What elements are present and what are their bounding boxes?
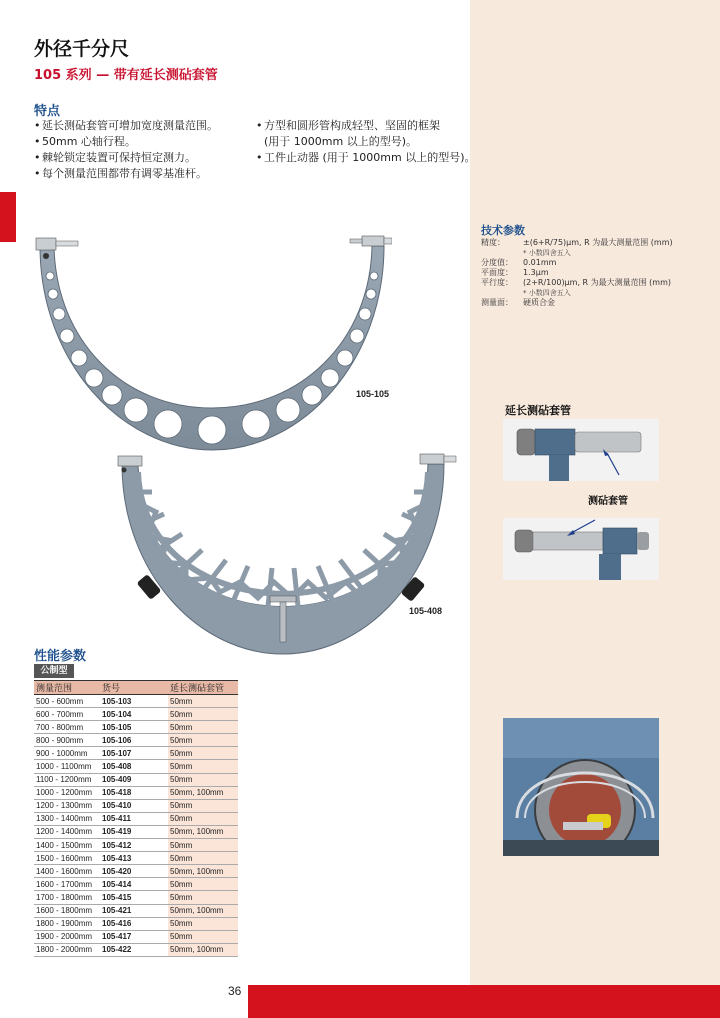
figure-label-105-408: 105-408 xyxy=(409,606,443,616)
collar-cell: 50mm xyxy=(168,747,238,760)
spec-value-cell xyxy=(523,258,673,268)
application-photo xyxy=(503,718,659,856)
table-row xyxy=(34,760,238,773)
spec-row xyxy=(481,278,673,298)
collar-cell: 50mm xyxy=(168,734,238,747)
collar-cell: 50mm xyxy=(168,721,238,734)
code-cell: 105-412 xyxy=(100,839,168,852)
spec-key: 精度： xyxy=(481,238,505,247)
range-cell: 1100 - 1200mm xyxy=(34,773,100,786)
feature-item: • 延长测砧套管可增加宽度测量范围。 xyxy=(34,118,218,134)
table-row xyxy=(34,734,238,747)
range-cell: 700 - 800mm xyxy=(34,721,100,734)
spec-row xyxy=(481,258,673,268)
table-row xyxy=(34,878,238,891)
spec-value-cell xyxy=(523,238,673,258)
section-tab-marker xyxy=(0,192,16,242)
range-cell: 1000 - 1100mm xyxy=(34,760,100,773)
range-cell: 1000 - 1200mm xyxy=(34,786,100,799)
table-row xyxy=(34,943,238,956)
micrometer-105-105-illustration xyxy=(32,232,392,462)
collar-cell: 50mm xyxy=(168,852,238,865)
table-row xyxy=(34,773,238,786)
column-header-range: 测量范围 xyxy=(34,681,100,695)
table-row xyxy=(34,852,238,865)
collar-cell: 50mm xyxy=(168,695,238,708)
table-row xyxy=(34,825,238,838)
spec-key: 平面度： xyxy=(481,268,513,277)
range-cell: 600 - 700mm xyxy=(34,708,100,721)
table-row xyxy=(34,695,238,708)
feature-item: • 每个测量范围都带有调零基准杆。 xyxy=(34,166,218,182)
collar-cell: 50mm, 100mm xyxy=(168,865,238,878)
range-cell: 1200 - 1400mm xyxy=(34,825,100,838)
column-header-collar: 延长测砧套管 xyxy=(168,681,238,695)
code-cell: 105-420 xyxy=(100,865,168,878)
range-cell: 1400 - 1600mm xyxy=(34,865,100,878)
performance-table-header xyxy=(34,681,238,695)
spec-value-cell xyxy=(523,268,673,278)
collar-cell: 50mm, 100mm xyxy=(168,825,238,838)
range-cell: 1500 - 1600mm xyxy=(34,852,100,865)
range-cell: 1800 - 1900mm xyxy=(34,917,100,930)
range-cell: 1300 - 1400mm xyxy=(34,812,100,825)
spec-value: 硬质合金 xyxy=(523,298,555,307)
metric-type-tag: 公制型 xyxy=(34,664,74,678)
code-cell: 105-410 xyxy=(100,799,168,812)
spec-row xyxy=(481,298,673,308)
spec-note: * 小数四舍五入 xyxy=(523,289,571,297)
anvil-collar-heading: 延长测砧套管 xyxy=(505,404,571,417)
code-cell: 105-419 xyxy=(100,825,168,838)
feature-item: (用于 1000mm 以上的型号)。 xyxy=(264,135,418,148)
collar-cell: 50mm, 100mm xyxy=(168,904,238,917)
spec-row xyxy=(481,238,673,258)
table-row xyxy=(34,917,238,930)
range-cell: 1900 - 2000mm xyxy=(34,930,100,943)
spec-row xyxy=(481,268,673,278)
code-cell: 105-104 xyxy=(100,708,168,721)
range-cell: 1600 - 1800mm xyxy=(34,904,100,917)
code-cell: 105-105 xyxy=(100,721,168,734)
code-cell: 105-416 xyxy=(100,917,168,930)
feature-item: • 工件止动器 (用于 1000mm 以上的型号)。 xyxy=(256,150,476,166)
collar-cell: 50mm xyxy=(168,930,238,943)
code-cell: 105-417 xyxy=(100,930,168,943)
page-title: 外径千分尺 xyxy=(34,38,130,60)
feature-item: • 方型和圆形管构成轻型、坚固的框架 xyxy=(256,118,476,134)
code-cell: 105-409 xyxy=(100,773,168,786)
collar-cell: 50mm xyxy=(168,812,238,825)
anvil-collar-photo-extended xyxy=(503,518,659,580)
page-subtitle: 105 系列 — 带有延长测砧套管 xyxy=(34,68,218,83)
table-row xyxy=(34,930,238,943)
code-cell: 105-414 xyxy=(100,878,168,891)
range-cell: 1600 - 1700mm xyxy=(34,878,100,891)
spec-note: * 小数四舍五入 xyxy=(523,249,571,257)
feature-item: • 棘轮锁定装置可保持恒定测力。 xyxy=(34,150,218,166)
range-cell: 1400 - 1500mm xyxy=(34,839,100,852)
range-cell: 1800 - 2000mm xyxy=(34,943,100,956)
code-cell: 105-415 xyxy=(100,891,168,904)
spec-value: ±(6+R/75)µm, R 为最大测量范围 (mm) xyxy=(523,238,673,247)
collar-cell: 50mm, 100mm xyxy=(168,943,238,956)
performance-heading: 性能参数 xyxy=(34,649,87,664)
collar-cell: 50mm xyxy=(168,760,238,773)
spec-value: (2+R/100)µm, R 为最大测量范围 (mm) xyxy=(523,278,671,287)
range-cell: 900 - 1000mm xyxy=(34,747,100,760)
collar-cell: 50mm xyxy=(168,891,238,904)
feature-item: • 50mm 心轴行程。 xyxy=(34,134,218,150)
table-row xyxy=(34,786,238,799)
table-row xyxy=(34,904,238,917)
collar-cell: 50mm xyxy=(168,799,238,812)
range-cell: 800 - 900mm xyxy=(34,734,100,747)
range-cell: 1200 - 1300mm xyxy=(34,799,100,812)
spec-key: 测量面： xyxy=(481,298,513,307)
column-header-code: 货号 xyxy=(100,681,168,695)
collar-cell: 50mm xyxy=(168,773,238,786)
tech-specs-heading: 技术参数 xyxy=(481,224,525,237)
table-row xyxy=(34,708,238,721)
tech-specs-table xyxy=(481,238,673,308)
spec-key: 分度值： xyxy=(481,258,513,267)
table-row xyxy=(34,812,238,825)
table-row xyxy=(34,891,238,904)
micrometer-105-408-illustration xyxy=(108,452,458,662)
code-cell: 105-107 xyxy=(100,747,168,760)
code-cell: 105-408 xyxy=(100,760,168,773)
spec-value: 0.01mm xyxy=(523,258,557,267)
code-cell: 105-413 xyxy=(100,852,168,865)
range-cell: 500 - 600mm xyxy=(34,695,100,708)
code-cell: 105-421 xyxy=(100,904,168,917)
range-cell: 1700 - 1800mm xyxy=(34,891,100,904)
features-list-right xyxy=(256,118,476,166)
code-cell: 105-422 xyxy=(100,943,168,956)
code-cell: 105-411 xyxy=(100,812,168,825)
spec-value: 1.3µm xyxy=(523,268,549,277)
anvil-collar-photo-retracted xyxy=(503,419,659,481)
spec-value-cell xyxy=(523,278,673,298)
table-row xyxy=(34,865,238,878)
spec-key: 平行度： xyxy=(481,278,513,287)
figure-label-105-105: 105-105 xyxy=(356,389,390,399)
table-row xyxy=(34,747,238,760)
collar-cell: 50mm xyxy=(168,917,238,930)
spec-value-cell xyxy=(523,298,673,308)
features-heading: 特点 xyxy=(34,104,61,119)
footer-bar xyxy=(248,985,720,1018)
code-cell: 105-103 xyxy=(100,695,168,708)
table-row xyxy=(34,721,238,734)
collar-cell: 50mm, 100mm xyxy=(168,786,238,799)
table-row xyxy=(34,839,238,852)
anvil-collar-label: 测砧套管 xyxy=(588,496,628,507)
page-number: 36 xyxy=(228,984,242,998)
code-cell: 105-106 xyxy=(100,734,168,747)
code-cell: 105-418 xyxy=(100,786,168,799)
table-row xyxy=(34,799,238,812)
collar-cell: 50mm xyxy=(168,839,238,852)
features-list-left xyxy=(34,118,218,182)
collar-cell: 50mm xyxy=(168,708,238,721)
performance-table xyxy=(34,680,238,957)
collar-cell: 50mm xyxy=(168,878,238,891)
